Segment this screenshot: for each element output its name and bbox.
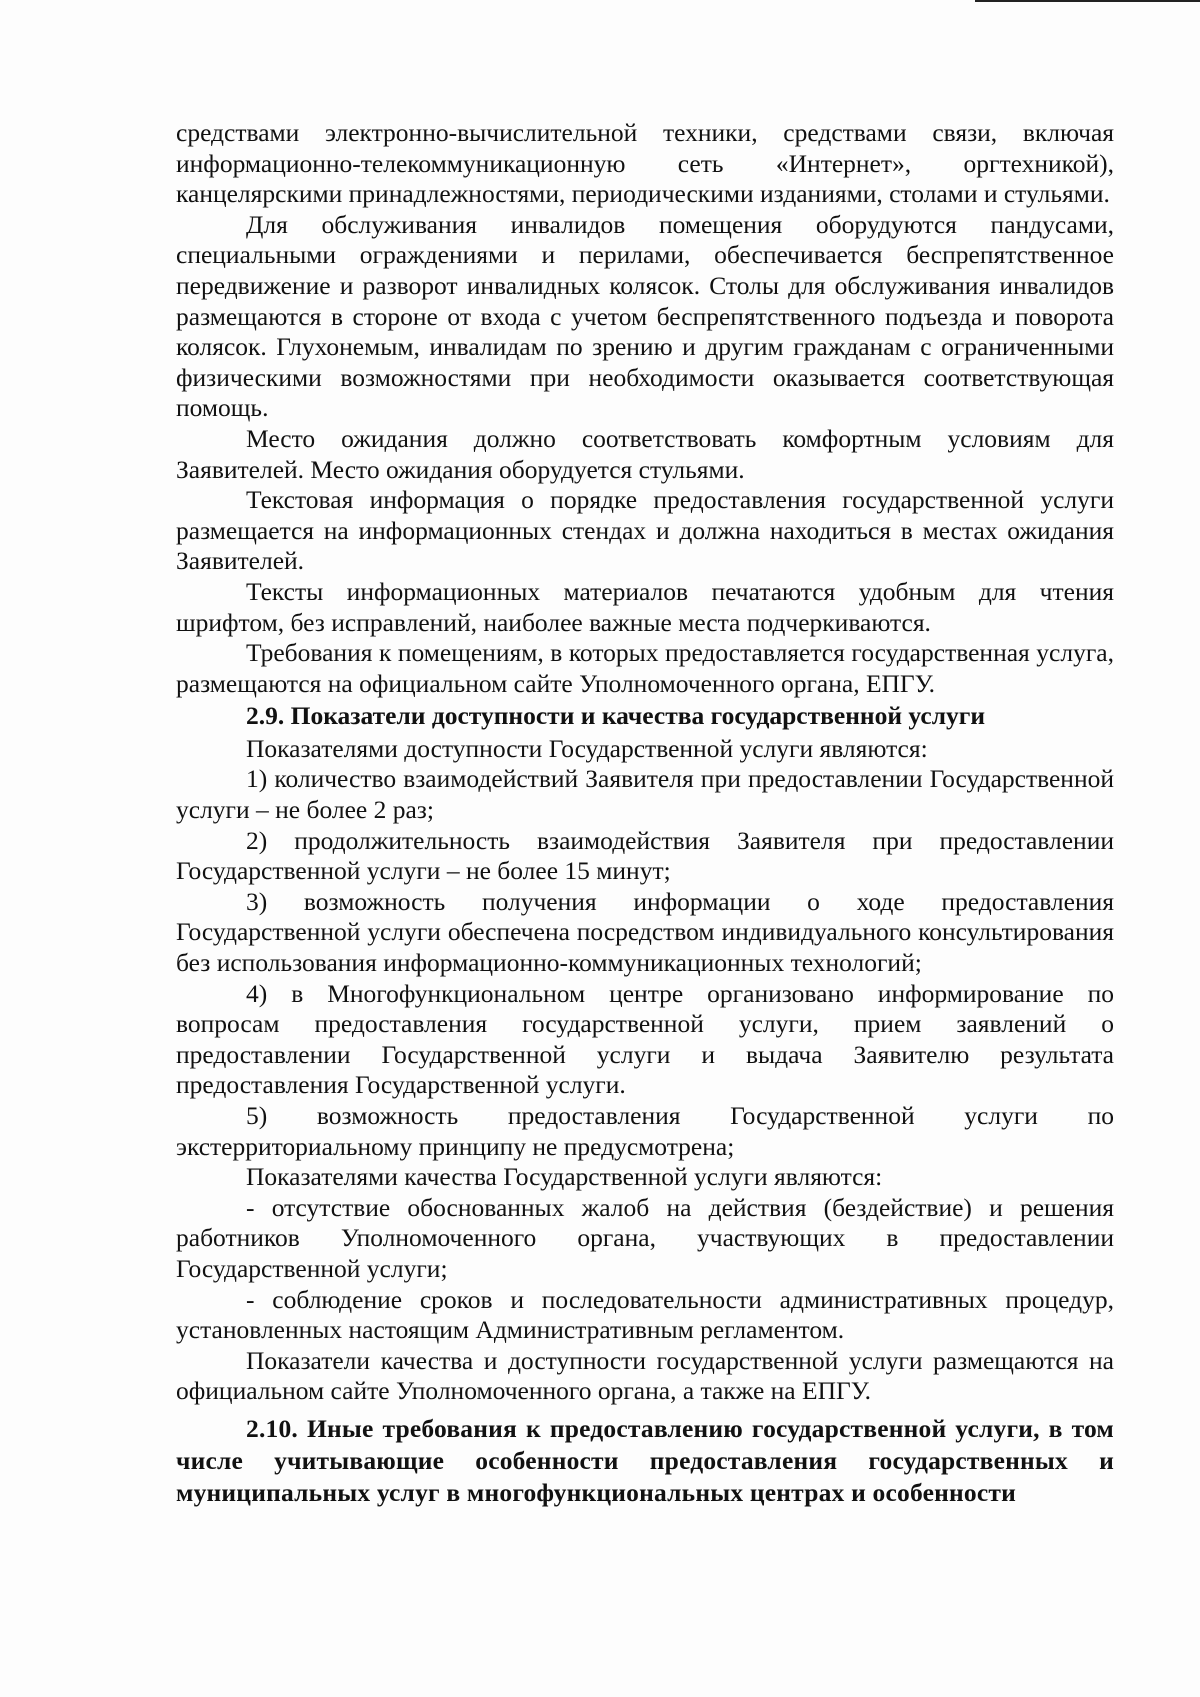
scan-edge-line <box>975 0 1200 2</box>
section-heading-2-10: 2.10. Иные требования к предоставлению государственной услуги, в том числе учитывающие особенности предоставления государственных и муниципальных услуг в многофункциональных центрах и особенности <box>176 1413 1114 1507</box>
paragraph-equipment: средствами электронно-вычислительной техники, средствами связи, включая информационно-телекоммуникационную сеть «Интернет», оргтехникой), канцелярскими принадлежностями, периодическими изданиями, столами и стульями. <box>176 118 1114 209</box>
paragraph-quality-intro: Показателями качества Государственной услуги являются: <box>246 1162 883 1192</box>
list-item-4: 4) в Многофункциональном центре организовано информирование по вопросам предоставления государственной услуги, прием заявлений о предоставлении Государственной услуги и выдача Заявителю результата предоставления Государственной услуги. <box>176 978 1114 1100</box>
list-item-5: 5) возможность предоставления Государственной услуги по экстерриториальному принципу не предусмотрена; <box>176 1101 1114 1161</box>
quality-item-complaints: - отсутствие обоснованных жалоб на действия (бездействие) и решения работников Уполномоченного органа, участвующих в предоставлении Государственной услуги; <box>176 1192 1114 1283</box>
list-item-3: 3) возможность получения информации о ходе предоставления Государственной услуги обеспечена посредством индивидуального консультирования без использования информационно-коммуникационных технологий; <box>176 886 1114 978</box>
paragraph-disabled-access: Для обслуживания инвалидов помещения оборудуются пандусами, специальными ограждениями и перилами, обеспечивается беспрепятственное передвижение и разворот инвалидных колясок. Столы для обслуживания инвалидов размещаются в стороне от входа с учетом беспрепятственного подъезда и поворота колясок. Глухонемым, инвалидам по зрению и другим гражданам с ограниченными физическими возможностями при необходимости оказывается соответствующая помощь. <box>176 209 1114 423</box>
list-item-1: 1) количество взаимодействий Заявителя при предоставлении Государственной услуги – не более 2 раз; <box>176 764 1114 825</box>
section-heading-2-9: 2.9. Показатели доступности и качества государственной услуги <box>246 701 986 731</box>
paragraph-waiting-area: Место ожидания должно соответствовать комфортным условиям для Заявителей. Место ожидания оборудуется стульями. <box>176 423 1114 484</box>
paragraph-info-materials: Тексты информационных материалов печатаются удобным для чтения шрифтом, без исправлений, наиболее важные места подчеркиваются. <box>176 576 1114 637</box>
paragraph-accessibility-intro: Показателями доступности Государственной услуги являются: <box>246 733 928 763</box>
paragraph-info-stands: Текстовая информация о порядке предоставления государственной услуги размещается на информационных стендах и должна находиться в местах ожидания Заявителей. <box>176 485 1114 576</box>
paragraph-indicators-published: Показатели качества и доступности государственной услуги размещаются на официальном сайте Уполномоченного органа, а также на ЕПГУ. <box>176 1345 1114 1406</box>
quality-item-deadlines: - соблюдение сроков и последовательности административных процедур, установленных настоящим Административным регламентом. <box>176 1284 1114 1345</box>
document-body <box>176 118 1114 1509</box>
paragraph-premises-requirements: Требования к помещениям, в которых предоставляется государственная услуга, размещаются на официальном сайте Уполномоченного органа, ЕПГУ. <box>176 638 1114 698</box>
list-item-2: 2) продолжительность взаимодействия Заявителя при предоставлении Государственной услуги – не более 15 минут; <box>176 825 1114 886</box>
